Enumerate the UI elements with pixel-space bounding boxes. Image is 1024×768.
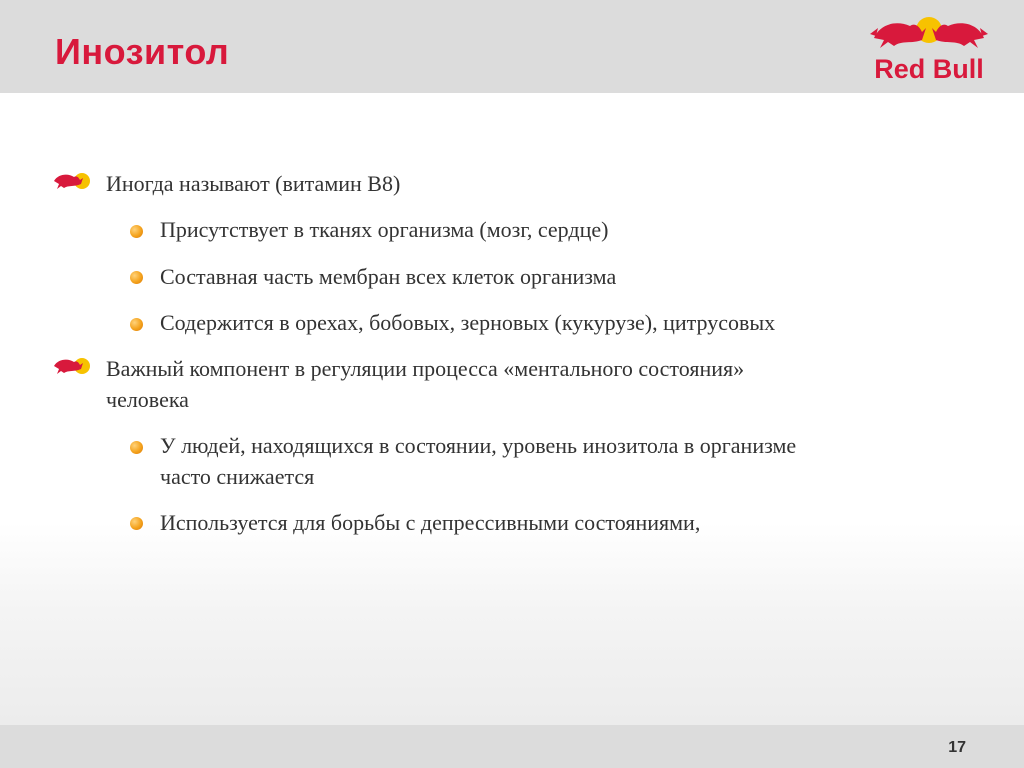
orange-dot-icon [130,441,143,454]
list-item: Содержится в орехах, бобовых, зерновых (кукурузе), цитрусовых [160,310,776,335]
list-item: Составная часть мембран всех клеток организма [160,264,617,289]
list-item: Используется для борьбы с депрессивными состояниями, [160,510,701,535]
slide-title: Инозитол [55,31,230,72]
list-item-line: Важный компонент в регуляции процесса «ментального состояния» [106,356,745,381]
orange-dot-icon [130,271,143,284]
page-number: 17 [948,739,966,756]
orange-dot-icon [130,225,143,238]
footer-band [0,725,1024,768]
list-item-line: часто снижается [160,464,315,489]
red-bull-logo [866,10,992,84]
list-item-line: У людей, находящихся в состоянии, уровень инозитола в организме [160,433,797,458]
list-item: Присутствует в тканях организма (мозг, сердце) [160,217,609,242]
bull-bullet-icon [52,356,92,376]
svg-text:Red Bull: Red Bull [874,54,984,84]
orange-dot-icon [130,517,143,530]
header-band [0,0,1024,93]
list-item-line: человека [106,387,189,412]
list-item: Иногда называют (витамин B8) [106,171,401,196]
bull-bullet-icon [52,171,92,191]
orange-dot-icon [130,318,143,331]
